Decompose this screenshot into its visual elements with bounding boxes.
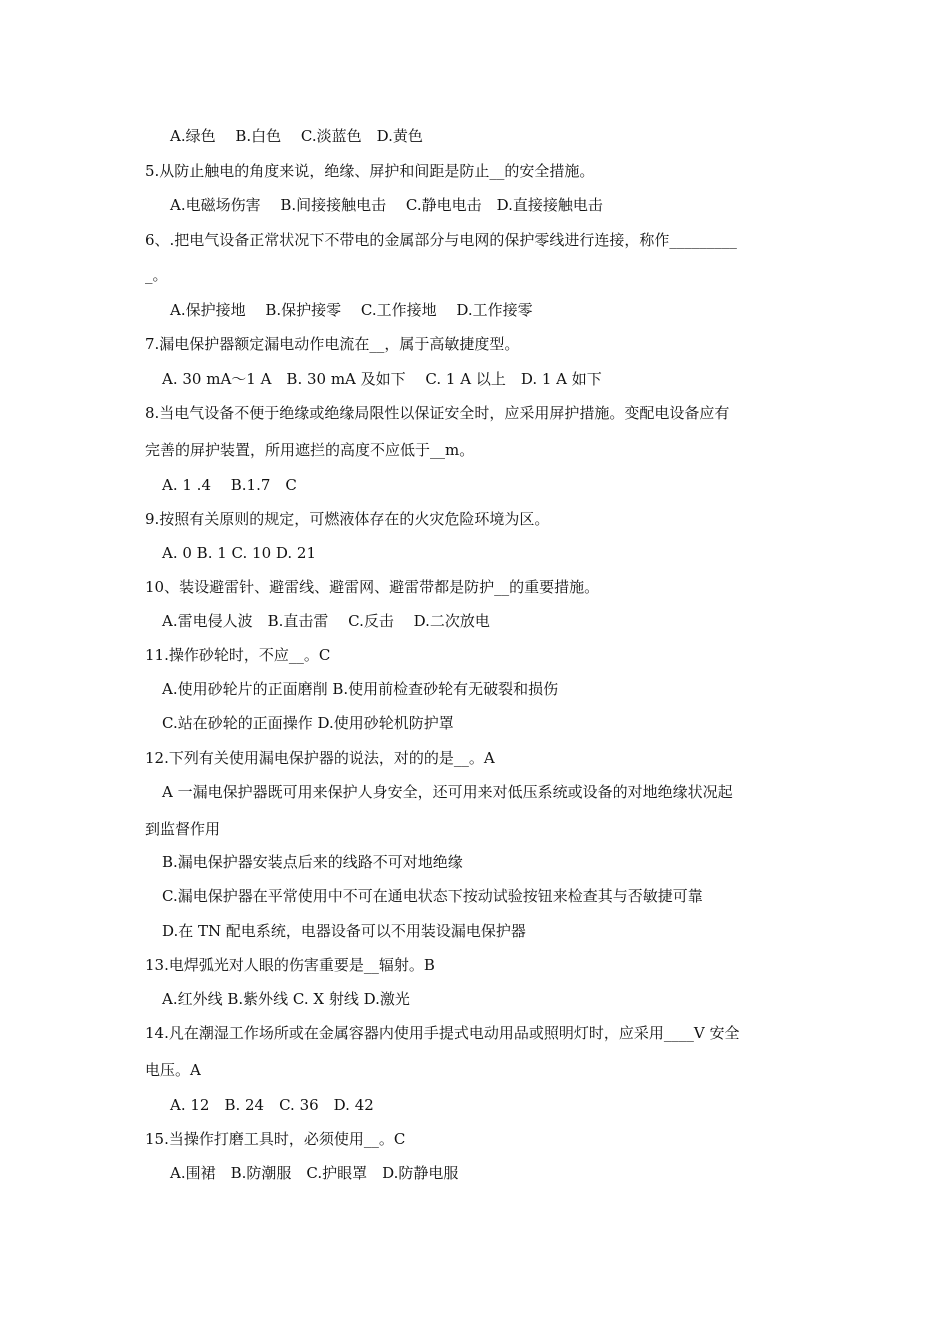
q12-option-c: C.漏电保护器在平常使用中不可在通电状态下按动试验按钮来检查其与否敏捷可靠 <box>162 887 703 905</box>
q11-options-cd: C.站在砂轮的正面操作 D.使用砂轮机防护罩 <box>162 714 454 732</box>
q11-options-ab: A.使用砂轮片的正面磨削 B.使用前检查砂轮有无破裂和损伤 <box>162 680 559 698</box>
q9-question: 9.按照有关原则的规定，可燃液体存在的火灾危险环境为区。 <box>145 510 550 528</box>
q12-option-b: B.漏电保护器安装点后来的线路不可对地绝缘 <box>162 853 463 871</box>
q10-question: 10、装设避雷针、避雷线、避雷网、避雷带都是防护__的重要措施。 <box>145 578 600 596</box>
q7-question: 7.漏电保护器额定漏电动作电流在__，属于高敏捷度型。 <box>145 335 520 353</box>
q12-option-a-continued: 到监督作用 <box>145 820 221 838</box>
q6-question-continued: _。 <box>145 266 168 284</box>
q12-question: 12.下列有关使用漏电保护器的说法，对的的是__。A <box>145 749 495 767</box>
q10-options: A.雷电侵人波 B.直击雷 C.反击 D.二次放电 <box>162 612 490 630</box>
q9-options: A. 0 B. 1 C. 10 D. 21 <box>162 544 316 562</box>
q4-options: A.绿色 B.白色 C.淡蓝色 D.黄色 <box>170 127 423 145</box>
q11-question: 11.操作砂轮时，不应__。C <box>145 646 331 664</box>
q15-options: A.围裙 B.防潮服 C.护眼罩 D.防静电服 <box>170 1164 459 1182</box>
q5-question: 5.从防止触电的角度来说，绝缘、屏护和间距是防止__的安全措施。 <box>145 162 595 180</box>
q14-options: A. 12 B. 24 C. 36 D. 42 <box>170 1096 374 1114</box>
q13-question: 13.电焊弧光对人眼的伤害重要是__辐射。B <box>145 956 435 974</box>
q13-options: A.红外线 B.紫外线 C. X 射线 D.激光 <box>162 990 410 1008</box>
q5-options: A.电磁场伤害 B.间接接触电击 C.静电电击 D.直接接触电击 <box>170 196 603 214</box>
q8-question-continued: 完善的屏护装置，所用遮拦的高度不应低于__m。 <box>145 441 475 459</box>
q14-question: 14.凡在潮湿工作场所或在金属容器内使用手提式电动用品或照明灯时，应采用____V 安全 <box>145 1024 740 1042</box>
q14-question-continued: 电压。A <box>145 1061 201 1079</box>
q7-options: A. 30 mA～1 A B. 30 mA 及如下 C. 1 A 以上 D. 1 A 如下 <box>162 370 602 388</box>
q6-question: 6、.把电气设备正常状况下不带电的金属部分与电网的保护零线进行连接，称作_________ <box>145 231 737 249</box>
q12-option-d: D.在 TN 配电系统，电器设备可以不用装设漏电保护器 <box>162 922 526 940</box>
q6-options: A.保护接地 B.保护接零 C.工作接地 D.工作接零 <box>170 301 533 319</box>
q8-options: A. 1 .4 B.1.7 C <box>162 476 297 494</box>
q12-option-a: A 一漏电保护器既可用来保护人身安全，还可用来对低压系统或设备的对地绝缘状况起 <box>162 783 733 801</box>
q8-question: 8.当电气设备不便于绝缘或绝缘局限性以保证安全时，应采用屏护措施。变配电设备应有 <box>145 404 730 422</box>
q15-question: 15.当操作打磨工具时，必须使用__。C <box>145 1130 406 1148</box>
